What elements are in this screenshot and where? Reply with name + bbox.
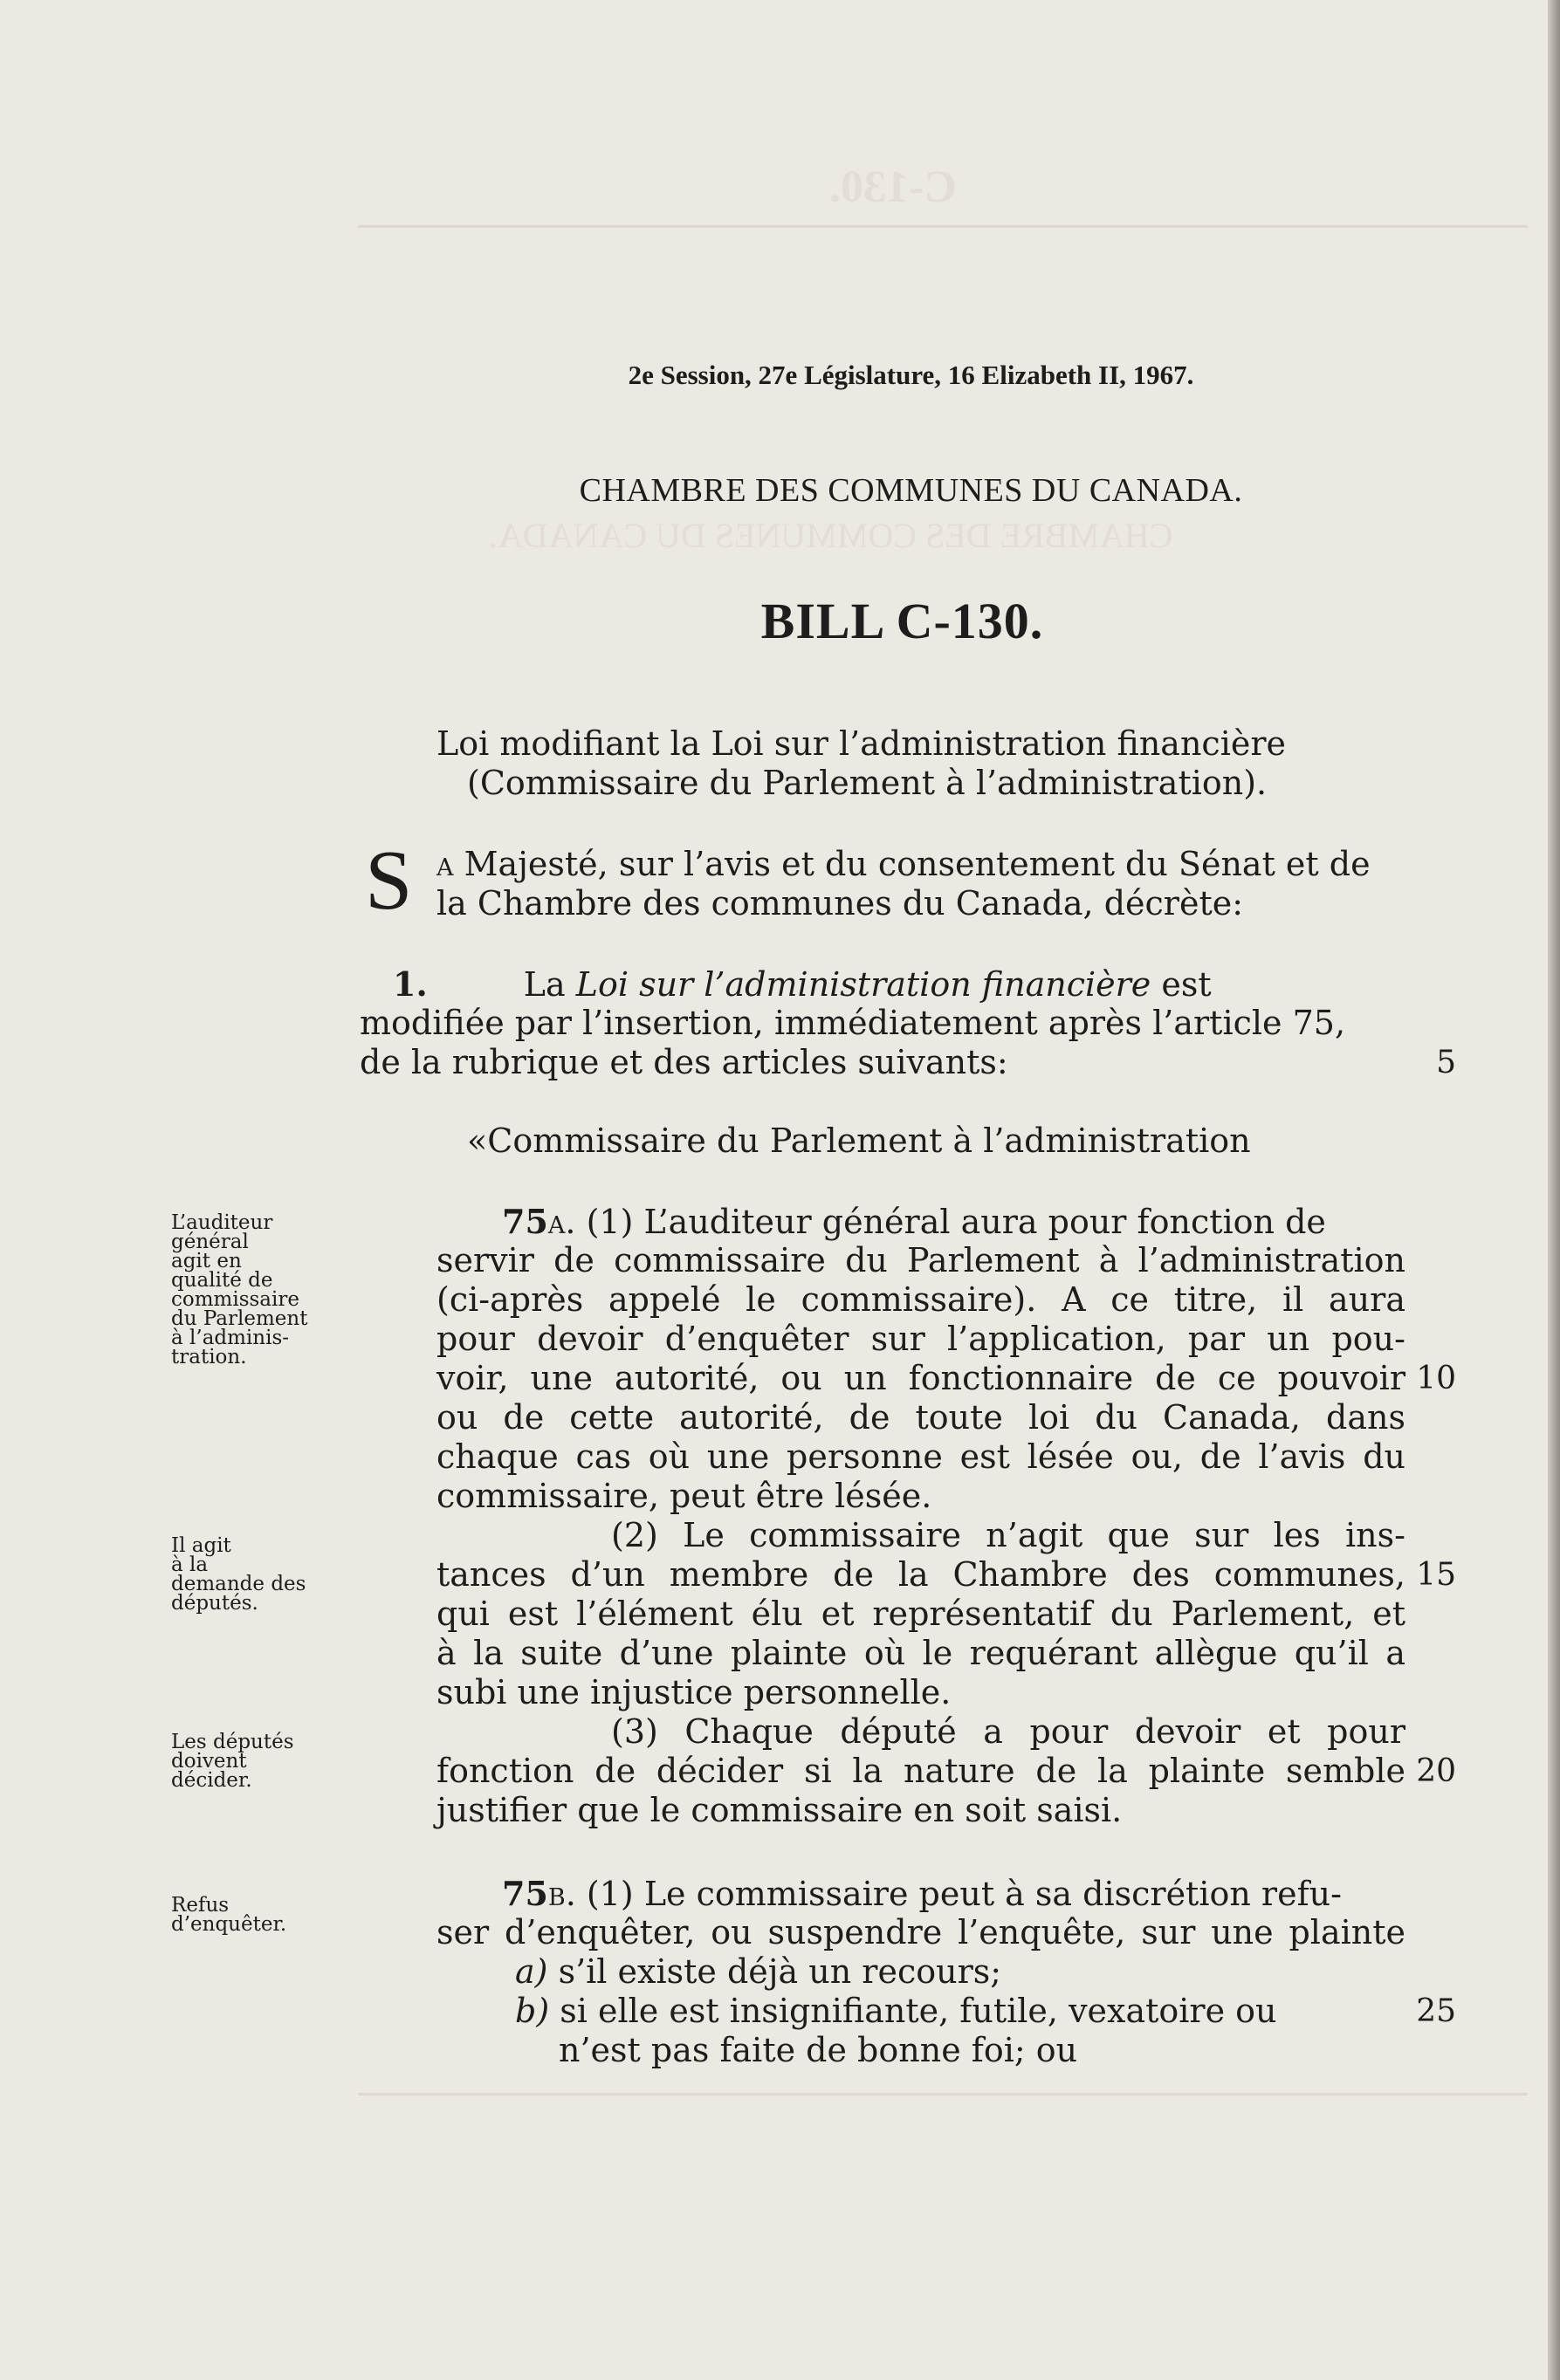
section-line: tances d’un membre de la Chambre des communes,: [436, 1555, 1405, 1594]
item-label: a): [515, 1952, 548, 1991]
enacting-text: Majesté, sur l’avis et du consentement du Sénat et de: [453, 845, 1371, 883]
section-number: 75: [502, 1202, 548, 1241]
drop-cap: S: [365, 833, 413, 928]
margin-note: [171, 1213, 381, 1367]
section-text: La: [523, 965, 576, 1004]
section-text: si elle est insignifiante, futile, vexatoire ou: [560, 1992, 1277, 2030]
section-text: est: [1151, 965, 1212, 1004]
line-number: 15: [1416, 1557, 1456, 1593]
margin-note-line: Refus: [171, 1894, 230, 1917]
section-number: 1.: [393, 964, 428, 1004]
section-letter: b.: [547, 1875, 576, 1913]
margin-note-line: du Parlement: [171, 1307, 308, 1330]
margin-note-line: députés.: [171, 1592, 258, 1615]
act-name: Loi sur l’administration financière: [575, 965, 1151, 1004]
section-line: chaque cas où une personne est lésée ou, de l’avis du: [436, 1437, 1405, 1476]
section-text: s’il existe déjà un recours;: [558, 1952, 1002, 1991]
part-heading: «Commissaire du Parlement à l’administration: [467, 1121, 1251, 1160]
margin-note-line: Les députés: [171, 1731, 294, 1753]
margin-note-line: commissaire: [171, 1288, 299, 1311]
section-line: justifier que le commissaire en soit saisi.: [436, 1791, 1123, 1829]
small-caps-text: a: [436, 845, 454, 883]
section-line: ser d’enquêter, ou suspendre l’enquête, sur une plainte: [436, 1913, 1405, 1951]
enacting-clause-line: la Chambre des communes du Canada, décrète:: [436, 884, 1244, 923]
line-number: 20: [1416, 1753, 1456, 1789]
margin-note-line: d’enquêter.: [171, 1913, 287, 1936]
margin-note-line: demande des: [171, 1573, 306, 1595]
line-number: 25: [1416, 1993, 1456, 2029]
margin-note-line: Il agit: [171, 1534, 231, 1557]
margin-note-line: doivent: [171, 1750, 247, 1773]
margin-note: [171, 1536, 381, 1613]
bleed-rule: [358, 225, 1528, 228]
bill-number: BILL C-130.: [760, 593, 1044, 649]
margin-note-line: à l’adminis-: [171, 1327, 290, 1349]
margin-note-line: à la: [171, 1554, 209, 1576]
section-line: (3) Chaque député a pour devoir et pour: [611, 1712, 1405, 1751]
section-line: fonction de décider si la nature de la plainte semble: [436, 1752, 1405, 1790]
section-line: (2) Le commissaire n’agit que sur les ins-: [611, 1516, 1405, 1554]
session-line: 2e Session, 27e Législature, 16 Elizabeth II, 1967.: [628, 360, 1194, 390]
section-line: [502, 1202, 1326, 1242]
paragraph-a: [515, 1952, 1001, 1992]
section-line: qui est l’élément élu et représentatif du Parlement, et: [436, 1595, 1405, 1633]
bleed-text: CHAMBRE DES COMMUNES DU CANADA.: [489, 516, 1173, 555]
section-1-line: modifiée par l’insertion, immédiatement après l’article 75,: [360, 1004, 1346, 1042]
section-line: commissaire, peut être lésée.: [436, 1477, 932, 1515]
section-line: servir de commissaire du Parlement à l’administration: [436, 1241, 1405, 1279]
item-label: b): [515, 1992, 550, 2030]
enacting-clause-line: [436, 845, 1371, 884]
section-line: à la suite d’une plainte où le requérant allègue qu’il a: [436, 1634, 1405, 1672]
margin-note-line: qualité de: [171, 1269, 273, 1292]
bill-title-line: Loi modifiant la Loi sur l’administration financière: [436, 724, 1287, 763]
bleed-text: C-130.: [829, 162, 957, 212]
margin-note: [171, 1896, 381, 1934]
chamber-title: CHAMBRE DES COMMUNES DU CANADA.: [579, 472, 1243, 509]
section-1-line: de la rubrique et des articles suivants:: [360, 1043, 1008, 1081]
section-text: (1) Le commissaire peut à sa discrétion refu-: [586, 1875, 1342, 1913]
margin-note-line: général: [171, 1231, 249, 1253]
section-text: (1) L’auditeur général aura pour fonction de: [586, 1203, 1326, 1241]
section-number: 75: [502, 1874, 548, 1913]
section-line: voir, une autorité, ou un fonctionnaire de ce pouvoir: [436, 1359, 1405, 1397]
line-number: 5: [1436, 1045, 1456, 1080]
margin-note-line: agit en: [171, 1250, 242, 1272]
paragraph-b: [515, 1992, 1405, 2031]
page-edge: [1548, 0, 1560, 2380]
margin-note-line: tration.: [171, 1346, 247, 1368]
line-number: 10: [1416, 1361, 1456, 1396]
section-line: n’est pas faite de bonne foi; ou: [559, 2031, 1078, 2069]
margin-note-line: décider.: [171, 1769, 252, 1792]
section-line: (ci-après appelé le commissaire). A ce titre, il aura: [436, 1280, 1405, 1319]
margin-note-line: L’auditeur: [171, 1211, 273, 1234]
section-line: ou de cette autorité, de toute loi du Canada, dans: [436, 1398, 1405, 1437]
section-line: subi une injustice personnelle.: [436, 1673, 952, 1711]
margin-note: [171, 1732, 381, 1790]
section-line: [502, 1874, 1342, 1914]
section-line: pour devoir d’enquêter sur l’application, par un pou-: [436, 1320, 1405, 1358]
section-letter: a.: [547, 1203, 576, 1241]
bleed-rule: [358, 2093, 1528, 2095]
bill-title-line: (Commissaire du Parlement à l’administration).: [467, 764, 1268, 802]
section-1-line: [393, 964, 1405, 1005]
